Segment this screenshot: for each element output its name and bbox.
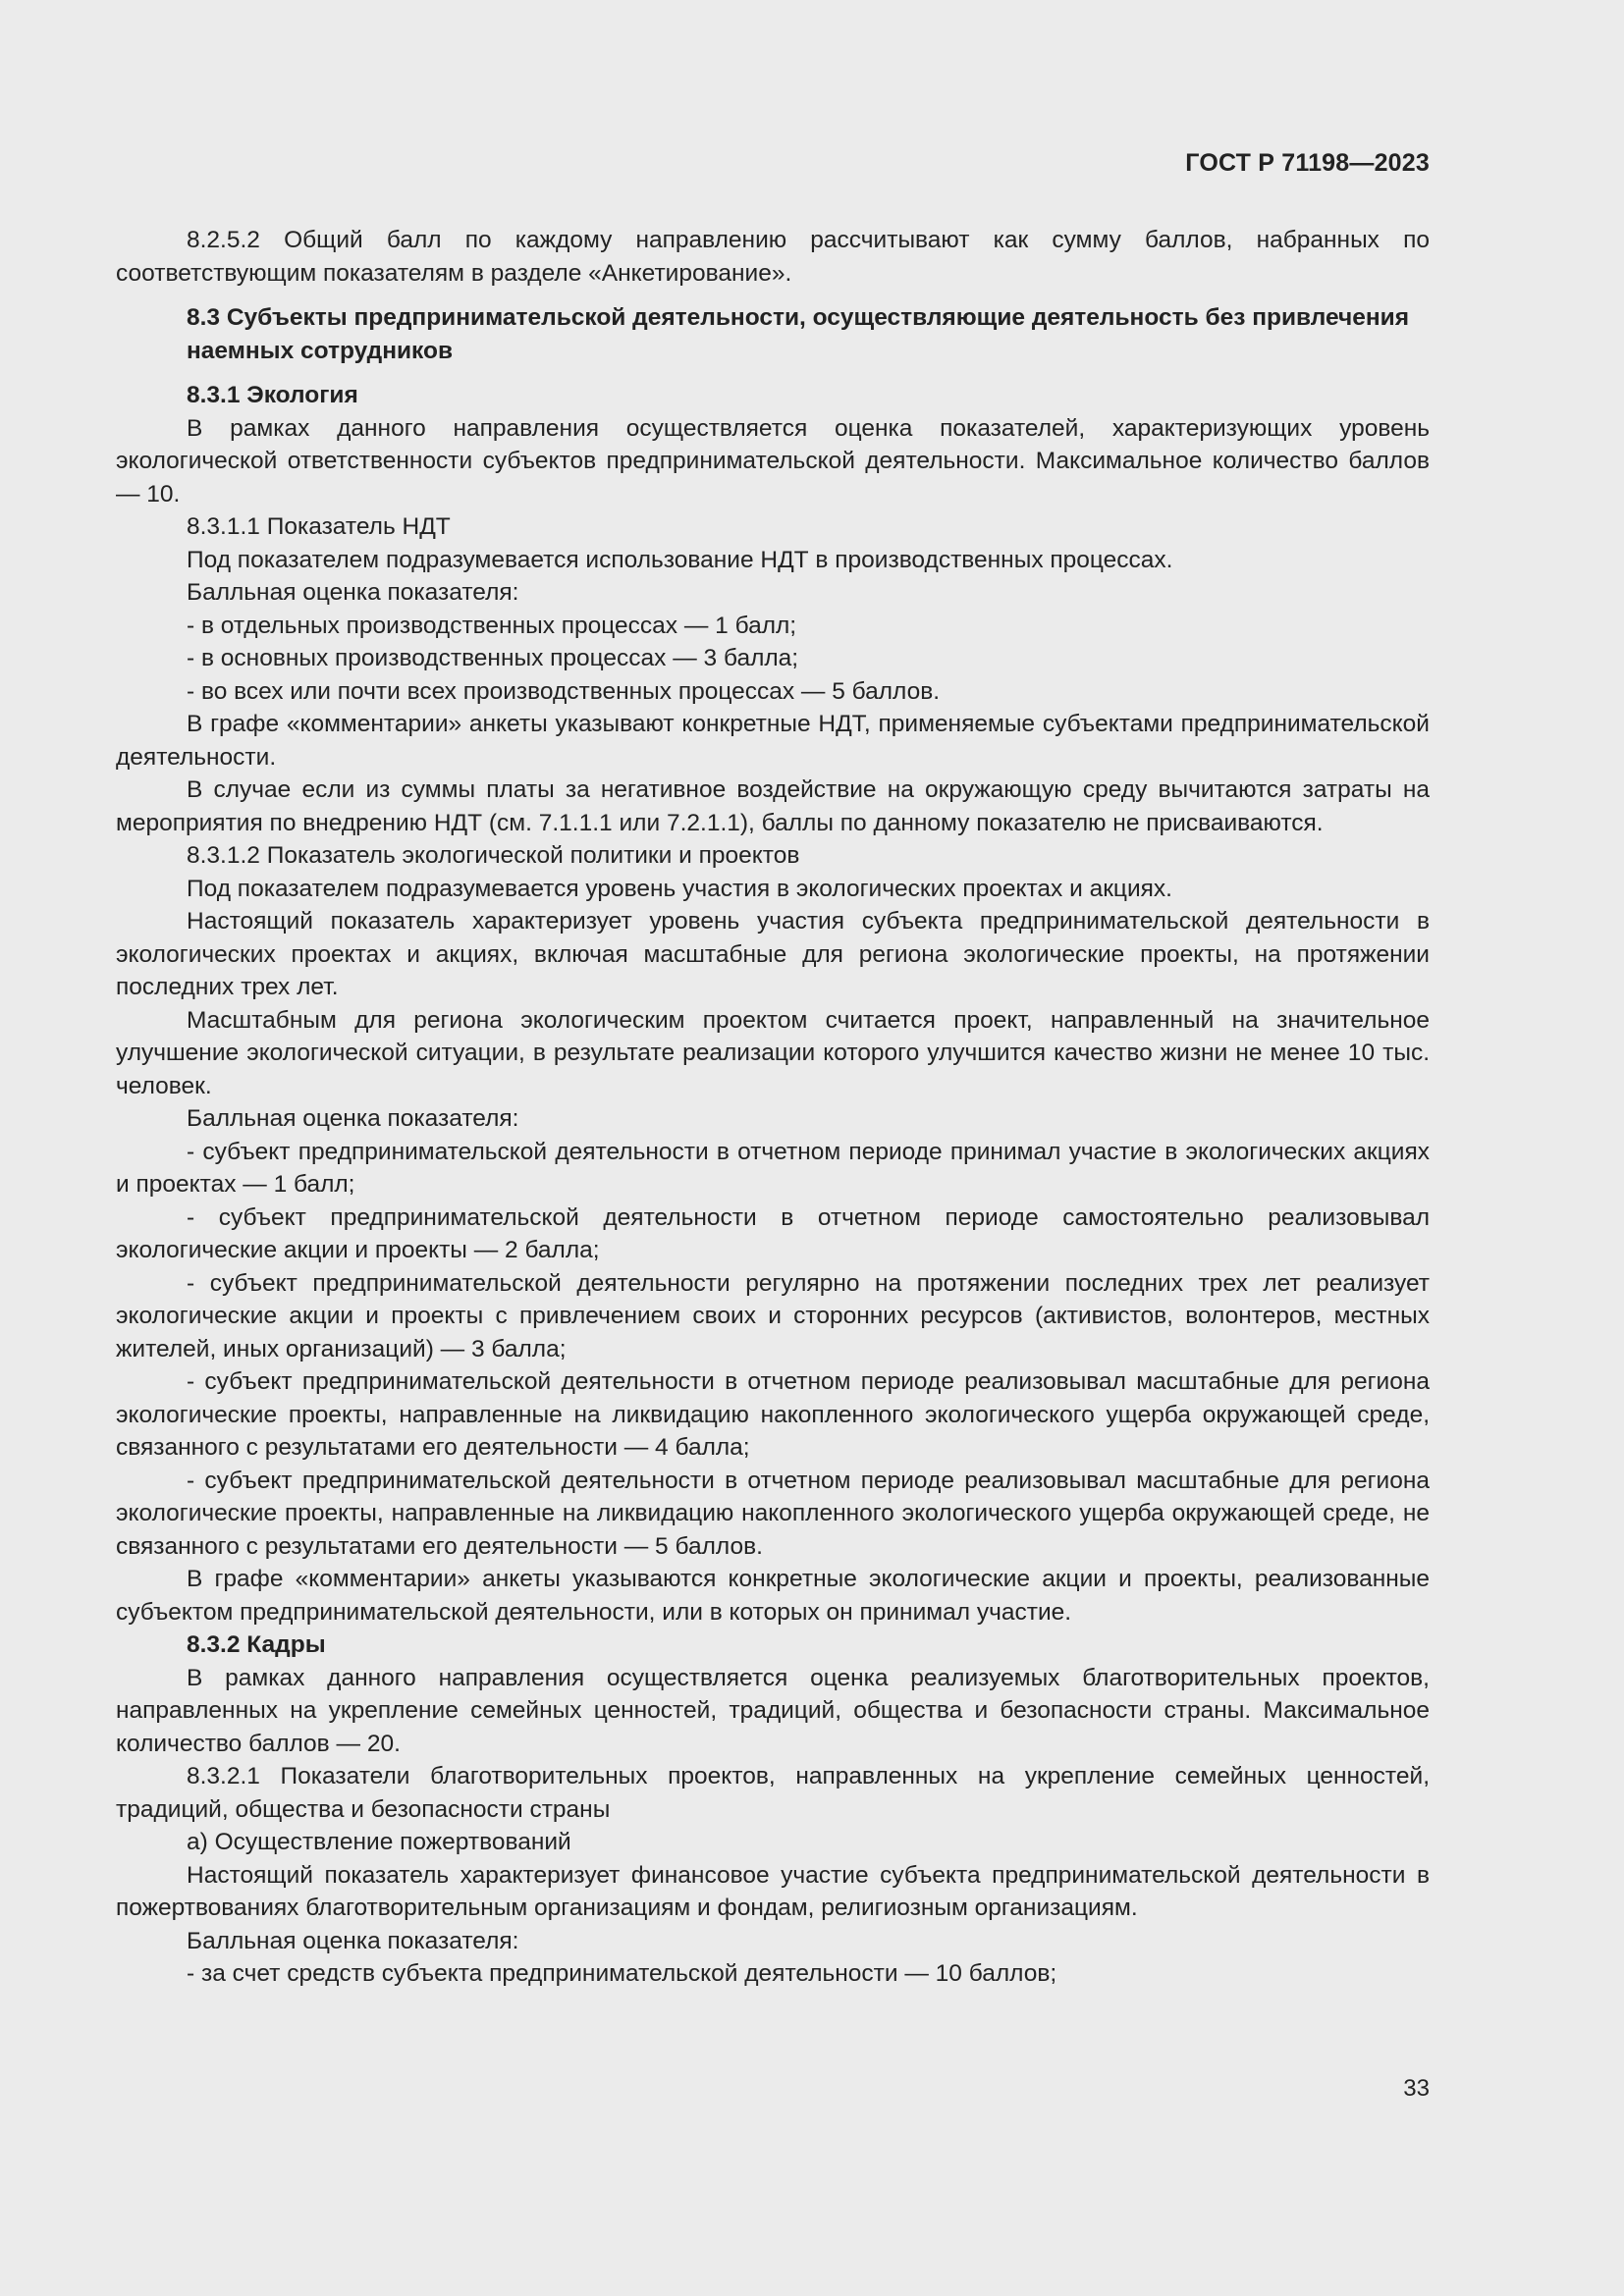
- paragraph: Под показателем подразумевается использование НДТ в производственных процессах.: [187, 546, 1173, 573]
- subsection-title-8-3-1-2: 8.3.1.2 Показатель экологической политики и проектов: [187, 842, 800, 869]
- score-label: Балльная оценка показателя:: [187, 579, 519, 606]
- list-item: - во всех или почти всех производственных процессах — 5 баллов.: [187, 677, 941, 705]
- paragraph-8-2-5-2: 8.2.5.2 Общий балл по каждому направлению рассчитывают как сумму баллов, набранных по соответствующим показателям в разделе «Анкетирование».: [116, 227, 1430, 287]
- list-item: - в основных производственных процессах — 3 балла;: [187, 645, 799, 671]
- list-item: - субъект предпринимательской деятельности в отчетном периоде реализовывал масштабные для региона экологические проекты, направленные на ликвидацию накопленного экологического ущерба окружающей среде, связанного с результатами его деятельности — 4 балла;: [116, 1368, 1430, 1461]
- paragraph: В графе «комментарии» анкеты указываются конкретные экологические акции и проекты, реализованные субъектом предпринимательской деятельности, или в которых он принимал участие.: [116, 1566, 1430, 1626]
- paragraph: В рамках данного направления осуществляется оценка реализуемых благотворительных проектов, направленных на укрепление семейных ценностей, традиций, общества и безопасности страны. Максимальное количество баллов — 20.: [116, 1664, 1430, 1757]
- paragraph: В графе «комментарии» анкеты указывают конкретные НДТ, применяемые субъектами предпринимательской деятельности.: [116, 711, 1430, 771]
- score-label: Балльная оценка показателя:: [187, 1105, 519, 1132]
- paragraph: Настоящий показатель характеризует финансовое участие субъекта предпринимательской деятельности в пожертвованиях благотворительным организациям и фондам, религиозным организациям.: [116, 1861, 1430, 1921]
- paragraph: В случае если из суммы платы за негативное воздействие на окружающую среду вычитаются затраты на мероприятия по внедрению НДТ (см. 7.1.1.1 или 7.2.1.1), баллы по данному показателю не присваиваются.: [116, 776, 1430, 836]
- list-item: - субъект предпринимательской деятельности в отчетном периоде реализовывал масштабные для региона экологические проекты, направленные на ликвидацию накопленного экологического ущерба окружающей среде, не связанного с результатами его деятельности — 5 баллов.: [116, 1467, 1430, 1560]
- list-item: - субъект предпринимательской деятельности регулярно на протяжении последних трех лет реализует экологические акции и проекты с привлечением своих и сторонних ресурсов (активистов, волонтеров, местных жителей, иных организаций) — 3 балла;: [116, 1269, 1430, 1362]
- paragraph: Настоящий показатель характеризует уровень участия субъекта предпринимательской деятельности в экологических проектах и акциях, включая масштабные для региона экологические проекты, на протяжении последних трех лет.: [116, 908, 1430, 1000]
- page-number: 33: [1403, 2075, 1430, 2102]
- list-item: - за счет средств субъекта предпринимательской деятельности — 10 баллов;: [187, 1960, 1057, 1987]
- paragraph: Масштабным для региона экологическим проектом считается проект, направленный на значительное улучшение экологической ситуации, в результате реализации которого улучшится качество жизни не менее 10 тыс. человек.: [116, 1006, 1430, 1099]
- list-item: - субъект предпринимательской деятельности в отчетном периоде самостоятельно реализовывал экологические акции и проекты — 2 балла;: [116, 1203, 1430, 1263]
- subsection-title-8-3-2-1: 8.3.2.1 Показатели благотворительных проектов, направленных на укрепление семейных ценностей, традиций, общества и безопасности страны: [116, 1763, 1430, 1823]
- section-heading-8-3: 8.3 Субъекты предпринимательской деятельности, осуществляющие деятельность без привлечения наемных сотрудников: [187, 304, 1410, 364]
- document-code-header: ГОСТ Р 71198—2023: [1185, 149, 1430, 177]
- score-label: Балльная оценка показателя:: [187, 1927, 519, 1954]
- section-heading-8-3-1: 8.3.1 Экология: [187, 382, 358, 408]
- list-item: - субъект предпринимательской деятельности в отчетном периоде принимал участие в экологических акциях и проектах — 1 балл;: [116, 1138, 1430, 1198]
- paragraph: В рамках данного направления осуществляется оценка показателей, характеризующих уровень экологической ответственности субъектов предпринимательской деятельности. Максимальное количество баллов — 10.: [116, 414, 1430, 507]
- subsection-title-8-3-1-1: 8.3.1.1 Показатель НДТ: [187, 513, 451, 540]
- list-item: - в отдельных производственных процессах — 1 балл;: [187, 612, 797, 639]
- section-heading-8-3-2: 8.3.2 Кадры: [187, 1631, 326, 1658]
- item-a-title: а) Осуществление пожертвований: [187, 1829, 571, 1855]
- paragraph: Под показателем подразумевается уровень участия в экологических проектах и акциях.: [187, 875, 1172, 902]
- document-body: [116, 224, 1430, 1991]
